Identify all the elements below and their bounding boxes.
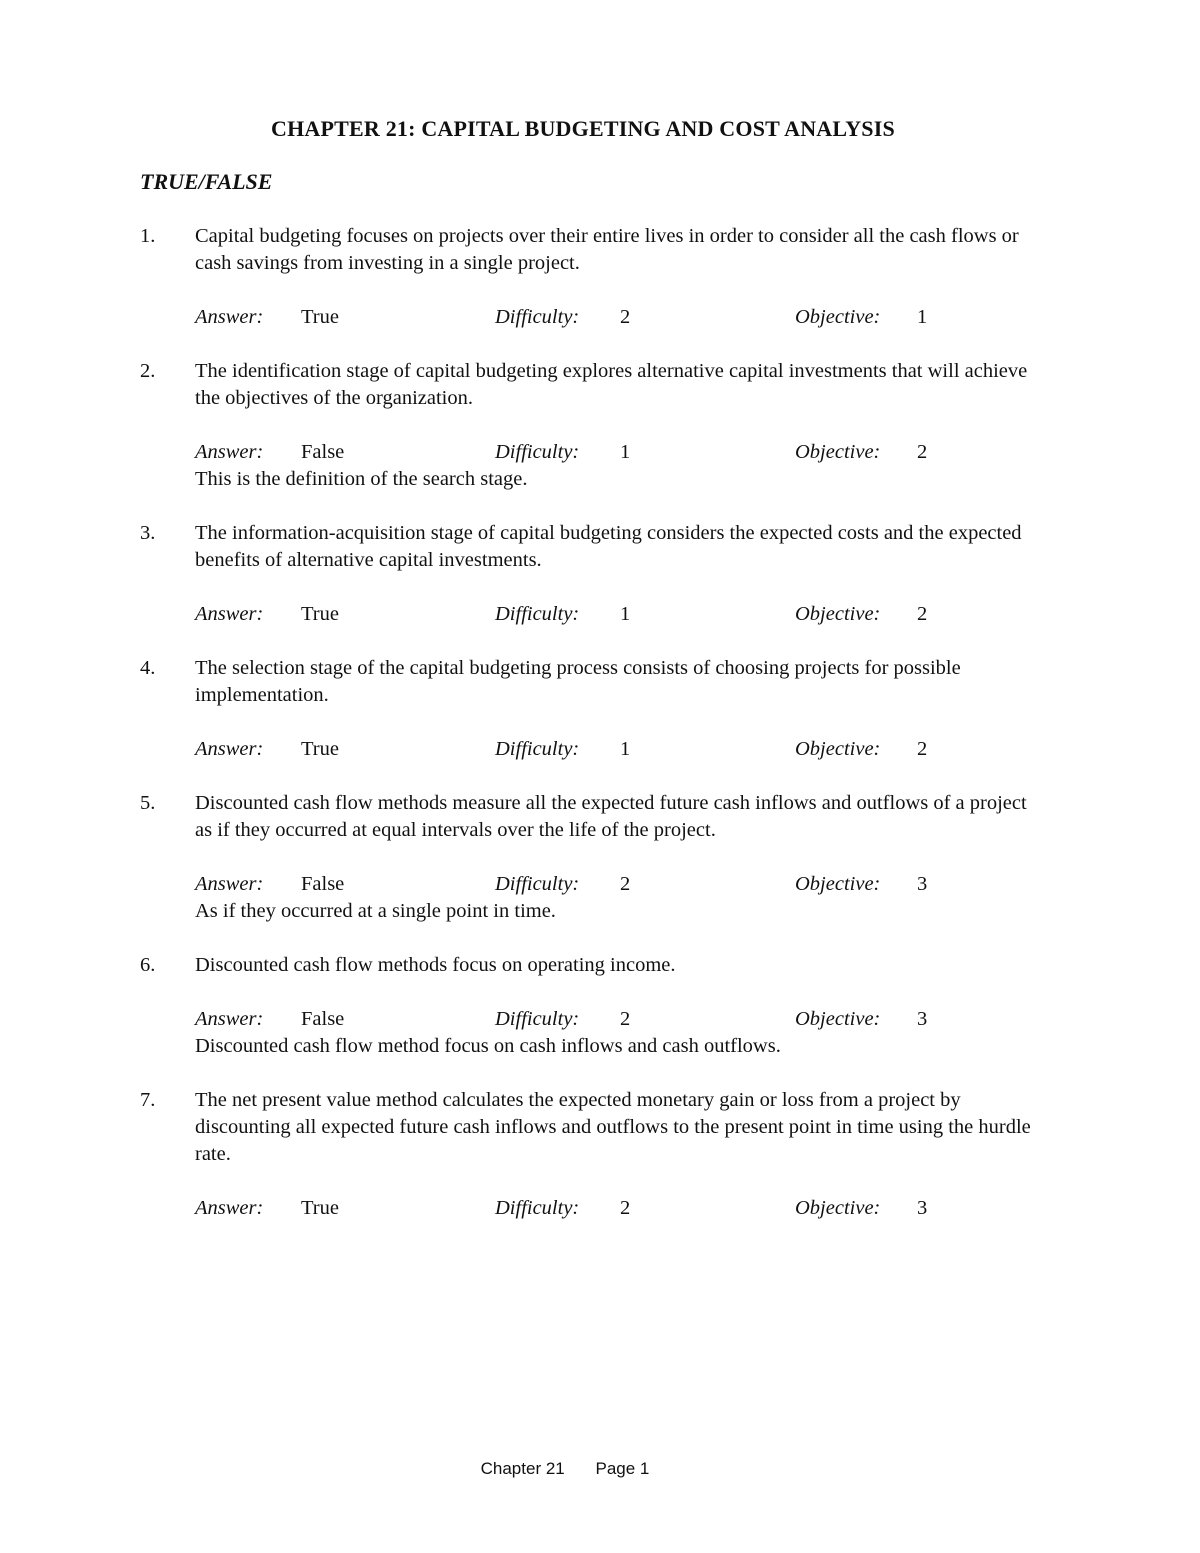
answer-row: [195, 439, 1040, 466]
section-heading: TRUE/FALSE: [140, 169, 273, 194]
answer-label: Answer:: [195, 1197, 264, 1219]
footer-chapter: Chapter 21: [480, 1459, 565, 1478]
difficulty-value: 1: [620, 603, 631, 625]
question-number: 1.: [140, 225, 156, 247]
question-item: [140, 358, 1040, 493]
question-number: 4.: [140, 657, 156, 679]
question-text: The net present value method calculates the expected monetary gain or loss from a project by discounting all expected future cash inflows and outflows to the present point in time using the hurdle rate.: [195, 1089, 1031, 1165]
question-text: The selection stage of the capital budgeting process consists of choosing projects for possible implementation.: [195, 657, 961, 706]
objective-label: Objective:: [795, 873, 881, 895]
answer-label: Answer:: [195, 738, 264, 760]
objective-value: 2: [917, 603, 928, 625]
question-text: Discounted cash flow methods measure all the expected future cash inflows and outflows of a project as if they occurred at equal intervals over the life of the project.: [195, 792, 1027, 841]
question-item: [140, 520, 1040, 628]
question-number: 7.: [140, 1089, 156, 1111]
objective-label: Objective:: [795, 306, 881, 328]
answer-value: True: [301, 306, 339, 328]
answer-value: True: [301, 738, 339, 760]
question-text: The identification stage of capital budgeting explores alternative capital investments that will achieve the objectives of the organization.: [195, 360, 1028, 409]
objective-value: 2: [917, 738, 928, 760]
answer-row: [195, 1195, 1040, 1222]
difficulty-label: Difficulty:: [495, 603, 580, 625]
answer-value: True: [301, 603, 339, 625]
objective-value: 1: [917, 306, 928, 328]
objective-label: Objective:: [795, 1008, 881, 1030]
answer-label: Answer:: [195, 873, 264, 895]
page-footer: [0, 1459, 1130, 1479]
question-number: 5.: [140, 792, 156, 814]
difficulty-label: Difficulty:: [495, 873, 580, 895]
difficulty-value: 1: [620, 738, 631, 760]
difficulty-value: 2: [620, 1008, 631, 1030]
objective-value: 3: [917, 1197, 928, 1219]
answer-value: False: [301, 1008, 345, 1030]
difficulty-value: 2: [620, 1197, 631, 1219]
chapter-title: CHAPTER 21: CAPITAL BUDGETING AND COST ANALYSIS: [271, 116, 895, 141]
question-number: 2.: [140, 360, 156, 382]
objective-label: Objective:: [795, 1197, 881, 1219]
difficulty-value: 2: [620, 306, 631, 328]
answer-label: Answer:: [195, 1008, 264, 1030]
question-number: 3.: [140, 522, 156, 544]
answer-value: True: [301, 1197, 339, 1219]
answer-row: [195, 1006, 1040, 1033]
question-text: Discounted cash flow methods focus on operating income.: [195, 954, 676, 976]
answer-label: Answer:: [195, 441, 264, 463]
answer-label: Answer:: [195, 306, 264, 328]
objective-label: Objective:: [795, 603, 881, 625]
question-item: [140, 1087, 1040, 1222]
difficulty-label: Difficulty:: [495, 738, 580, 760]
answer-value: False: [301, 441, 345, 463]
difficulty-label: Difficulty:: [495, 441, 580, 463]
answer-row: [195, 304, 1040, 331]
difficulty-value: 1: [620, 441, 631, 463]
objective-label: Objective:: [795, 738, 881, 760]
question-text: Capital budgeting focuses on projects over their entire lives in order to consider all the cash flows or cash savings from investing in a single project.: [195, 225, 1019, 274]
difficulty-label: Difficulty:: [495, 1197, 580, 1219]
difficulty-label: Difficulty:: [495, 306, 580, 328]
question-list: [140, 223, 1040, 1249]
question-item: [140, 223, 1040, 331]
answer-row: [195, 871, 1040, 898]
question-text: The information-acquisition stage of capital budgeting considers the expected costs and the expected benefits of alternative capital investments.: [195, 522, 1022, 571]
answer-row: [195, 736, 1040, 763]
objective-value: 3: [917, 1008, 928, 1030]
answer-label: Answer:: [195, 603, 264, 625]
question-item: [140, 952, 1040, 1060]
difficulty-label: Difficulty:: [495, 1008, 580, 1030]
question-item: [140, 790, 1040, 925]
answer-explanation: Discounted cash flow method focus on cash inflows and cash outflows.: [195, 1035, 781, 1057]
objective-value: 2: [917, 441, 928, 463]
question-number: 6.: [140, 954, 156, 976]
difficulty-value: 2: [620, 873, 631, 895]
footer-page-number: Page 1: [595, 1459, 650, 1478]
objective-label: Objective:: [795, 441, 881, 463]
objective-value: 3: [917, 873, 928, 895]
answer-value: False: [301, 873, 345, 895]
answer-row: [195, 601, 1040, 628]
answer-explanation: This is the definition of the search stage.: [195, 468, 528, 490]
answer-explanation: As if they occurred at a single point in time.: [195, 900, 556, 922]
question-item: [140, 655, 1040, 763]
